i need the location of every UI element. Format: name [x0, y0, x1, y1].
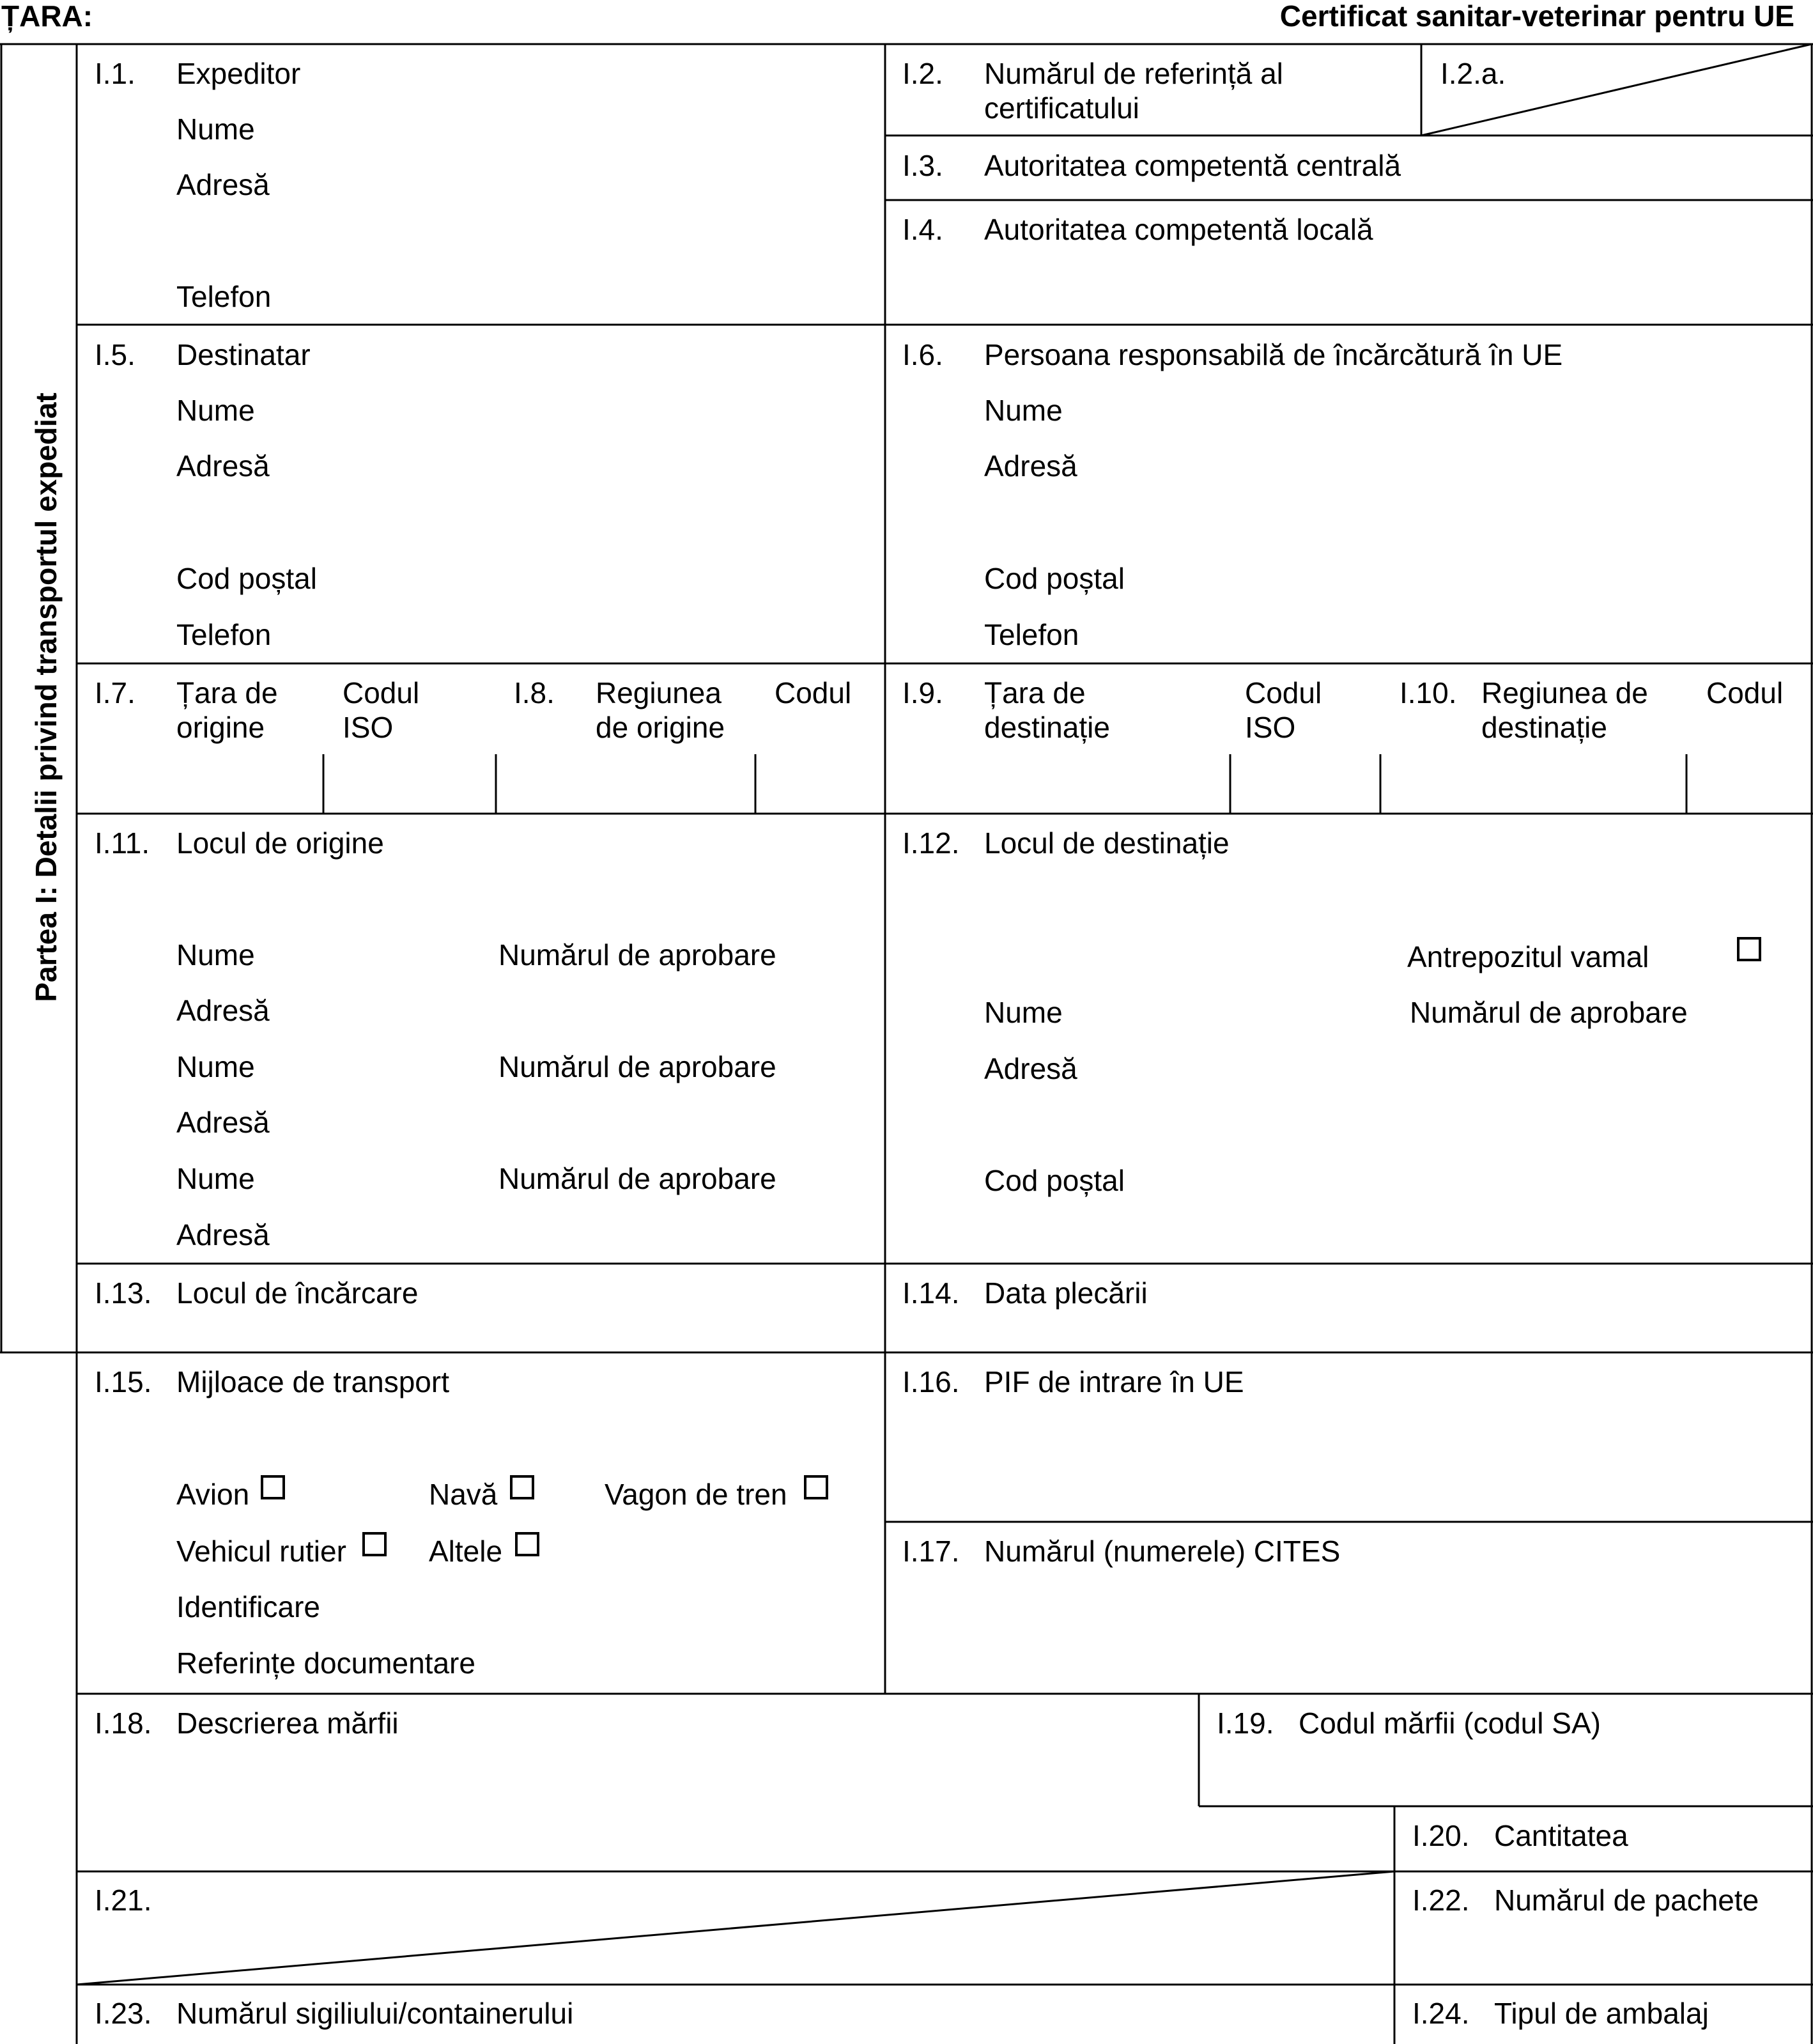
responsible-postal-label: Cod poștal [984, 562, 1125, 595]
airplane-checkbox[interactable] [261, 1475, 285, 1499]
origin-iso-code-label-line2: ISO [343, 711, 394, 744]
number-of-packages-title: Numărul de pachete [1494, 1884, 1759, 1917]
consignor-phone-label: Telefon [176, 280, 272, 313]
destination-iso-code-label-line2: ISO [1245, 711, 1296, 744]
box-number: I.11. [95, 826, 150, 860]
destination-approval-label: Numărul de aprobare [1410, 996, 1688, 1029]
place-of-destination-title: Locul de destinație [984, 826, 1230, 860]
local-authority-title: Autoritatea competentă locală [984, 213, 1373, 246]
documentary-references-label: Referințe documentare [176, 1646, 475, 1680]
airplane-label: Avion [176, 1478, 250, 1511]
responsible-address-label: Adresă [984, 449, 1077, 483]
other-transport-label: Altele [429, 1535, 503, 1568]
consignor-address-label: Adresă [176, 168, 270, 201]
destination-region-title: Regiunea de [1481, 676, 1648, 709]
box-number: I.16. [902, 1365, 960, 1398]
box-number: I.20. [1412, 1819, 1470, 1852]
box-number: I.8. [514, 676, 555, 709]
customs-warehouse-checkbox[interactable] [1737, 937, 1761, 961]
responsible-phone-label: Telefon [984, 618, 1079, 651]
ship-label: Navă [429, 1478, 498, 1511]
origin-address-label: Adresă [176, 1106, 270, 1139]
destination-iso-code-label: Codul [1245, 676, 1322, 709]
box-number: I.21. [95, 1884, 152, 1917]
box-number: I.15. [95, 1365, 152, 1398]
origin-address-label: Adresă [176, 994, 270, 1027]
box-number: I.4. [902, 213, 943, 246]
certificate-reference-title: Numărul de referință al [984, 57, 1283, 90]
means-of-transport-title: Mijloace de transport [176, 1365, 449, 1398]
box-number: I.14. [902, 1276, 960, 1310]
departure-date-title: Data plecării [984, 1276, 1148, 1310]
railway-wagon-label: Vagon de tren [605, 1478, 787, 1511]
origin-name-label: Nume [176, 1162, 255, 1195]
seal-container-number-title: Numărul sigiliului/containerului [176, 1997, 574, 2030]
origin-approval-label: Numărul de aprobare [498, 1050, 776, 1083]
origin-iso-code-label: Codul [343, 676, 420, 709]
ship-checkbox[interactable] [510, 1475, 534, 1499]
origin-address-label: Adresă [176, 1218, 270, 1251]
origin-approval-label: Numărul de aprobare [498, 938, 776, 972]
consignee-phone-label: Telefon [176, 618, 272, 651]
identification-label: Identificare [176, 1590, 321, 1623]
consignee-name-label: Nume [176, 394, 255, 427]
origin-country-title-line2: origine [176, 711, 265, 744]
consignor-name-label: Nume [176, 112, 255, 146]
origin-name-label: Nume [176, 938, 255, 972]
bip-entry-title: PIF de intrare în UE [984, 1365, 1244, 1398]
other-transport-checkbox[interactable] [515, 1532, 539, 1556]
box-number: I.7. [95, 676, 135, 709]
box-number: I.9. [902, 676, 943, 709]
origin-approval-label: Numărul de aprobare [498, 1162, 776, 1195]
box-number: I.2.a. [1440, 57, 1506, 90]
responsible-person-title: Persoana responsabilă de încărcătură în UE [984, 338, 1563, 371]
destination-country-title: Țara de [984, 676, 1086, 709]
box-number: I.17. [902, 1535, 960, 1568]
origin-region-title-line2: de origine [596, 711, 725, 744]
destination-name-label: Nume [984, 996, 1063, 1029]
road-vehicle-label: Vehicul rutier [176, 1535, 346, 1568]
origin-region-title: Regiunea [596, 676, 721, 709]
destination-country-title-line2: destinație [984, 711, 1110, 744]
part-one-side-label: Partea I: Detalii privind transportul expediat [29, 392, 63, 1002]
box-number: I.5. [95, 338, 135, 371]
box-number: I.3. [902, 149, 943, 182]
box-number: I.22. [1412, 1884, 1470, 1917]
certificate-title: Certificat sanitar-veterinar pentru UE [1279, 0, 1794, 33]
certificate-reference-title-line2: certificatului [984, 91, 1139, 125]
consignee-address-label: Adresă [176, 449, 270, 483]
consignee-postal-label: Cod poștal [176, 562, 317, 595]
consignor-title: Expeditor [176, 57, 301, 90]
destination-region-title-line2: destinație [1481, 711, 1607, 744]
origin-region-code-label: Codul [775, 676, 852, 709]
box-number: I.6. [902, 338, 943, 371]
road-vehicle-checkbox[interactable] [362, 1532, 387, 1556]
consignee-title: Destinatar [176, 338, 311, 371]
railway-wagon-checkbox[interactable] [804, 1475, 828, 1499]
box-number: I.23. [95, 1997, 152, 2030]
country-label: ȚARA: [1, 0, 93, 33]
responsible-name-label: Nume [984, 394, 1063, 427]
box-number: I.24. [1412, 1997, 1470, 2030]
commodity-code-title: Codul mărfii (codul SA) [1299, 1707, 1601, 1740]
box-number: I.18. [95, 1707, 152, 1740]
box-number: I.13. [95, 1276, 152, 1310]
quantity-title: Cantitatea [1494, 1819, 1628, 1852]
box-number: I.1. [95, 57, 135, 90]
cites-numbers-title: Numărul (numerele) CITES [984, 1535, 1341, 1568]
origin-country-title: Țara de [176, 676, 278, 709]
box-number: I.2. [902, 57, 943, 90]
central-authority-title: Autoritatea competentă centrală [984, 149, 1401, 182]
customs-warehouse-label: Antrepozitul vamal [1407, 940, 1649, 973]
box-number: I.12. [902, 826, 960, 860]
box-number: I.19. [1217, 1707, 1274, 1740]
destination-region-code-label: Codul [1706, 676, 1784, 709]
origin-name-label: Nume [176, 1050, 255, 1083]
box-number: I.10. [1400, 676, 1457, 709]
packaging-type-title: Tipul de ambalaj [1494, 1997, 1709, 2030]
place-of-origin-title: Locul de origine [176, 826, 384, 860]
commodity-description-title: Descrierea mărfii [176, 1707, 399, 1740]
destination-postal-label: Cod poștal [984, 1164, 1125, 1197]
place-of-loading-title: Locul de încărcare [176, 1276, 419, 1310]
destination-address-label: Adresă [984, 1052, 1077, 1085]
